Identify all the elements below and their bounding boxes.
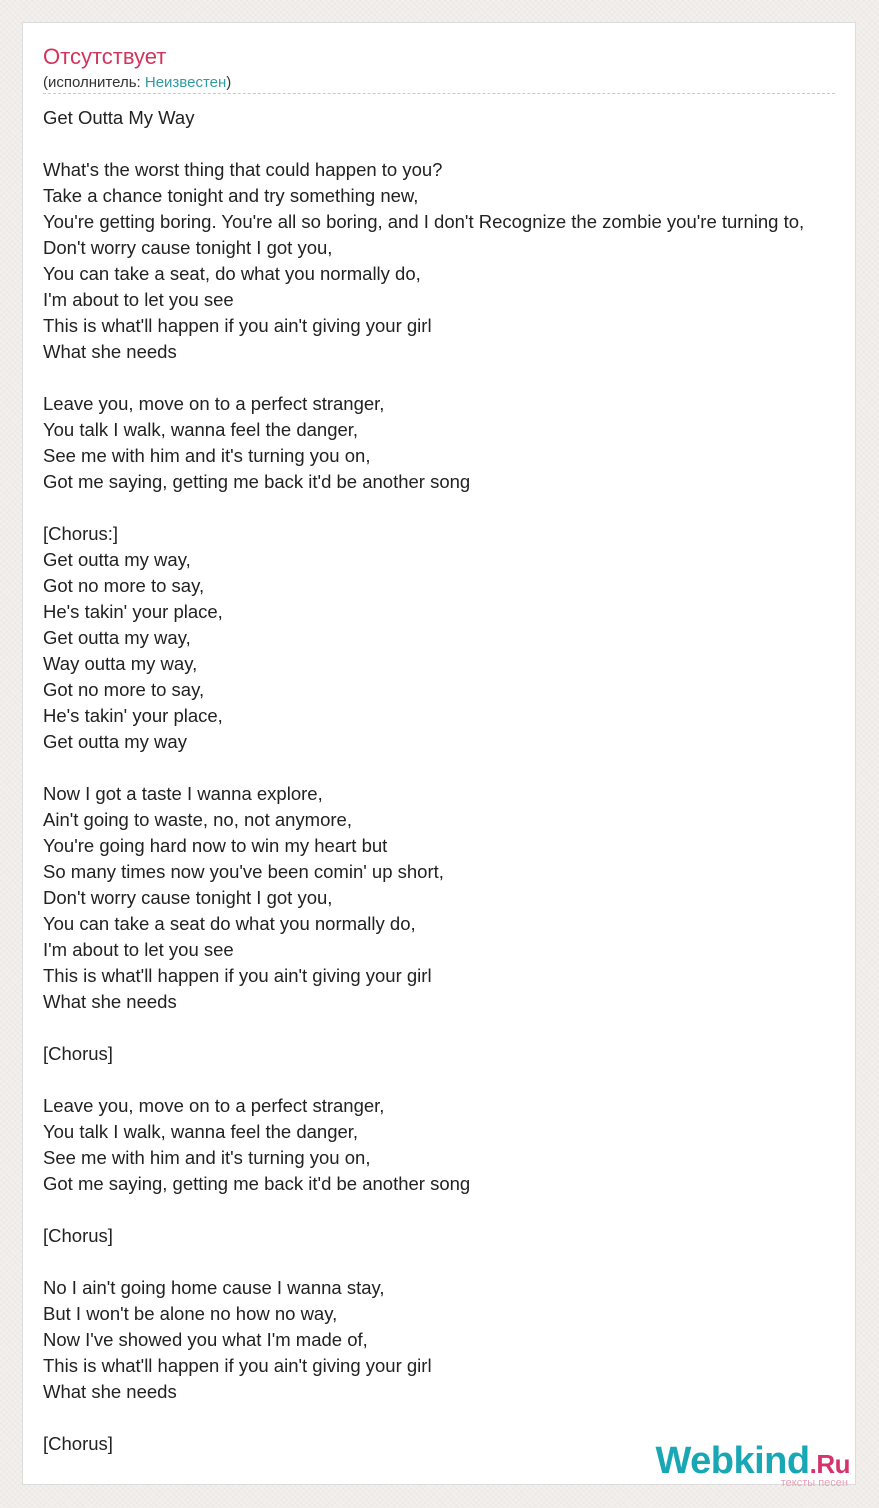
lyric-line: You're going hard now to win my heart but bbox=[43, 835, 388, 856]
lyric-line: So many times now you've been comin' up short, bbox=[43, 861, 444, 882]
lyric-line: Get outta my way bbox=[43, 731, 187, 752]
lyric-line: No I ain't going home cause I wanna stay, bbox=[43, 1277, 385, 1298]
artist-suffix: ) bbox=[226, 74, 232, 91]
lyric-line bbox=[43, 495, 856, 521]
lyric-line bbox=[43, 1197, 856, 1223]
lyric-line bbox=[43, 1067, 856, 1093]
lyrics-text bbox=[43, 105, 856, 1457]
lyric-line bbox=[43, 1015, 856, 1041]
lyric-line bbox=[43, 1249, 856, 1275]
lyric-line: [Chorus] bbox=[43, 1433, 113, 1454]
lyric-line: Don't worry cause tonight I got you, bbox=[43, 887, 333, 908]
lyric-line: Take a chance tonight and try something new, bbox=[43, 185, 419, 206]
webkind-watermark[interactable] bbox=[655, 1442, 850, 1489]
artist-line bbox=[43, 73, 231, 93]
watermark-brand: Webkind bbox=[655, 1440, 810, 1482]
lyric-line bbox=[43, 365, 856, 391]
lyric-line: Got me saying, getting me back it'd be another song bbox=[43, 471, 471, 492]
lyric-line bbox=[43, 131, 856, 157]
lyric-line: I'm about to let you see bbox=[43, 939, 234, 960]
lyric-line: Leave you, move on to a perfect stranger, bbox=[43, 1095, 385, 1116]
lyric-line: Get outta my way, bbox=[43, 627, 191, 648]
lyric-line: This is what'll happen if you ain't giving your girl bbox=[43, 315, 432, 336]
watermark-tagline: тексты песен bbox=[780, 1477, 848, 1489]
lyric-line: [Chorus] bbox=[43, 1225, 113, 1246]
lyric-line: Ain't going to waste, no, not anymore, bbox=[43, 809, 352, 830]
lyric-line: This is what'll happen if you ain't giving your girl bbox=[43, 965, 432, 986]
title-divider bbox=[43, 93, 835, 94]
lyric-line: Way outta my way, bbox=[43, 653, 198, 674]
lyric-line: You can take a seat do what you normally do, bbox=[43, 913, 416, 934]
lyric-line: Get Outta My Way bbox=[43, 107, 195, 128]
lyric-line: Got no more to say, bbox=[43, 575, 205, 596]
lyric-line: What she needs bbox=[43, 1381, 177, 1402]
lyric-line: But I won't be alone no how no way, bbox=[43, 1303, 338, 1324]
lyric-line: [Chorus] bbox=[43, 1043, 113, 1064]
lyric-line: Don't worry cause tonight I got you, bbox=[43, 237, 333, 258]
lyric-line: You talk I walk, wanna feel the danger, bbox=[43, 419, 359, 440]
lyric-line: Got me saying, getting me back it'd be another song bbox=[43, 1173, 471, 1194]
artist-link[interactable]: Неизвестен bbox=[144, 74, 227, 91]
lyric-line: Get outta my way, bbox=[43, 549, 191, 570]
lyrics-card bbox=[22, 22, 856, 1485]
lyric-line bbox=[43, 755, 856, 781]
lyric-line: Now I got a taste I wanna explore, bbox=[43, 783, 323, 804]
lyric-line: Leave you, move on to a perfect stranger, bbox=[43, 393, 385, 414]
lyric-line: He's takin' your place, bbox=[43, 601, 223, 622]
lyric-line: He's takin' your place, bbox=[43, 705, 223, 726]
lyric-line: You can take a seat, do what you normally do, bbox=[43, 263, 421, 284]
lyric-line: I'm about to let you see bbox=[43, 289, 234, 310]
watermark-tld: .Ru bbox=[809, 1449, 850, 1479]
lyric-line: [Chorus:] bbox=[43, 523, 119, 544]
lyric-line: What she needs bbox=[43, 991, 177, 1012]
lyric-line: This is what'll happen if you ain't giving your girl bbox=[43, 1355, 432, 1376]
song-title: Отсутствует bbox=[43, 44, 167, 69]
lyric-line: What's the worst thing that could happen to you? bbox=[43, 159, 443, 180]
lyric-line: Got no more to say, bbox=[43, 679, 205, 700]
lyric-line: You talk I walk, wanna feel the danger, bbox=[43, 1121, 359, 1142]
lyric-line: Now I've showed you what I'm made of, bbox=[43, 1329, 368, 1350]
artist-prefix: (исполнитель: bbox=[43, 74, 145, 91]
lyric-line: You're getting boring. You're all so boring, and I don't Recognize the zombie you're turning to, bbox=[43, 211, 805, 232]
lyric-line: See me with him and it's turning you on, bbox=[43, 445, 371, 466]
lyric-line: What she needs bbox=[43, 341, 177, 362]
lyric-line bbox=[43, 1405, 856, 1431]
lyric-line: See me with him and it's turning you on, bbox=[43, 1147, 371, 1168]
